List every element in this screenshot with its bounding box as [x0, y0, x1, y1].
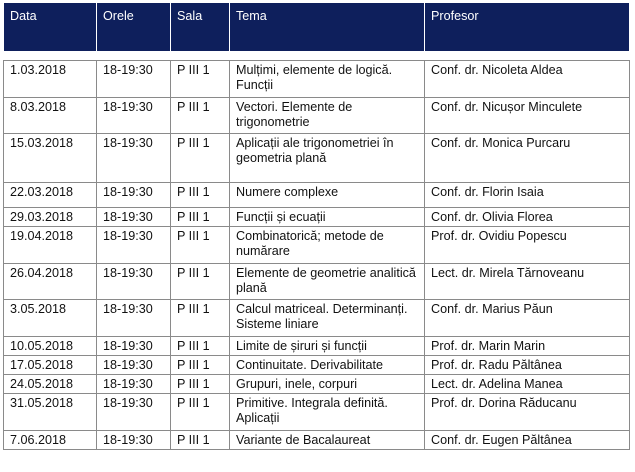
- table-row: [4, 227, 630, 264]
- cell-date: 10.05.2018: [4, 337, 97, 356]
- table-header: [4, 3, 630, 51]
- cell-room: P III 1: [171, 227, 230, 264]
- header-data: Data: [4, 3, 97, 51]
- cell-date: 22.03.2018: [4, 183, 97, 208]
- cell-teacher: Conf. dr. Nicușor Minculete: [425, 98, 630, 134]
- cell-hours: 18-19:30: [97, 183, 171, 208]
- cell-room: P III 1: [171, 98, 230, 134]
- cell-topic: Grupuri, inele, corpuri: [230, 375, 425, 394]
- cell-hours: 18-19:30: [97, 264, 171, 300]
- table-row: [4, 98, 630, 134]
- table-row: [4, 134, 630, 183]
- header-sala: Sala: [171, 3, 230, 51]
- table-body: [4, 51, 630, 450]
- cell-topic: Aplicații ale trigonometriei în geometria plană: [230, 134, 425, 183]
- table-row: [4, 61, 630, 98]
- cell-teacher: Prof. dr. Radu Păltânea: [425, 356, 630, 375]
- table-row: [4, 375, 630, 394]
- cell-teacher: Conf. dr. Olivia Florea: [425, 208, 630, 227]
- cell-room: P III 1: [171, 208, 230, 227]
- table-row: [4, 431, 630, 450]
- cell-hours: 18-19:30: [97, 337, 171, 356]
- cell-hours: 18-19:30: [97, 300, 171, 337]
- cell-date: 24.05.2018: [4, 375, 97, 394]
- cell-teacher: Prof. dr. Ovidiu Popescu: [425, 227, 630, 264]
- schedule-table: [3, 3, 630, 450]
- cell-topic: Mulțimi, elemente de logică. Funcții: [230, 61, 425, 98]
- cell-topic: Elemente de geometrie analitică plană: [230, 264, 425, 300]
- cell-teacher: Conf. dr. Monica Purcaru: [425, 134, 630, 183]
- cell-hours: 18-19:30: [97, 61, 171, 98]
- cell-hours: 18-19:30: [97, 356, 171, 375]
- cell-date: 8.03.2018: [4, 98, 97, 134]
- cell-room: P III 1: [171, 337, 230, 356]
- cell-room: P III 1: [171, 394, 230, 431]
- cell-topic: Numere complexe: [230, 183, 425, 208]
- cell-date: 26.04.2018: [4, 264, 97, 300]
- cell-room: P III 1: [171, 356, 230, 375]
- table-row: [4, 356, 630, 375]
- cell-hours: 18-19:30: [97, 375, 171, 394]
- cell-teacher: Prof. dr. Marin Marin: [425, 337, 630, 356]
- cell-date: 1.03.2018: [4, 61, 97, 98]
- table-row: [4, 208, 630, 227]
- table-row: [4, 394, 630, 431]
- cell-teacher: Lect. dr. Mirela Tărnoveanu: [425, 264, 630, 300]
- table-row: [4, 337, 630, 356]
- cell-topic: Limite de șiruri și funcții: [230, 337, 425, 356]
- header-tema: Tema: [230, 3, 425, 51]
- cell-hours: 18-19:30: [97, 431, 171, 450]
- cell-teacher: Lect. dr. Adelina Manea: [425, 375, 630, 394]
- cell-hours: 18-19:30: [97, 208, 171, 227]
- table-row: [4, 183, 630, 208]
- cell-topic: Primitive. Integrala definită. Aplicații: [230, 394, 425, 431]
- header-orele: Orele: [97, 3, 171, 51]
- cell-topic: Vectori. Elemente de trigonometrie: [230, 98, 425, 134]
- cell-teacher: Prof. dr. Dorina Răducanu: [425, 394, 630, 431]
- cell-room: P III 1: [171, 264, 230, 300]
- table-row: [4, 300, 630, 337]
- cell-topic: Calcul matriceal. Determinanți. Sisteme liniare: [230, 300, 425, 337]
- cell-date: 17.05.2018: [4, 356, 97, 375]
- cell-teacher: Conf. dr. Marius Păun: [425, 300, 630, 337]
- cell-hours: 18-19:30: [97, 98, 171, 134]
- cell-room: P III 1: [171, 300, 230, 337]
- cell-teacher: Conf. dr. Nicoleta Aldea: [425, 61, 630, 98]
- cell-teacher: Conf. dr. Florin Isaia: [425, 183, 630, 208]
- table-row: [4, 264, 630, 300]
- cell-room: P III 1: [171, 61, 230, 98]
- cell-topic: Combinatorică; metode de numărare: [230, 227, 425, 264]
- cell-topic: Continuitate. Derivabilitate: [230, 356, 425, 375]
- header-profesor: Profesor: [425, 3, 630, 51]
- schedule-table-container: [3, 3, 629, 450]
- cell-room: P III 1: [171, 375, 230, 394]
- cell-date: 7.06.2018: [4, 431, 97, 450]
- cell-room: P III 1: [171, 134, 230, 183]
- header-row: [4, 3, 630, 51]
- cell-hours: 18-19:30: [97, 134, 171, 183]
- cell-room: P III 1: [171, 183, 230, 208]
- cell-date: 15.03.2018: [4, 134, 97, 183]
- cell-date: 3.05.2018: [4, 300, 97, 337]
- cell-room: P III 1: [171, 431, 230, 450]
- cell-hours: 18-19:30: [97, 227, 171, 264]
- cell-topic: Variante de Bacalaureat: [230, 431, 425, 450]
- header-gap: [4, 51, 630, 61]
- cell-hours: 18-19:30: [97, 394, 171, 431]
- cell-date: 31.05.2018: [4, 394, 97, 431]
- cell-topic: Funcții și ecuații: [230, 208, 425, 227]
- cell-teacher: Conf. dr. Eugen Păltânea: [425, 431, 630, 450]
- cell-date: 19.04.2018: [4, 227, 97, 264]
- cell-date: 29.03.2018: [4, 208, 97, 227]
